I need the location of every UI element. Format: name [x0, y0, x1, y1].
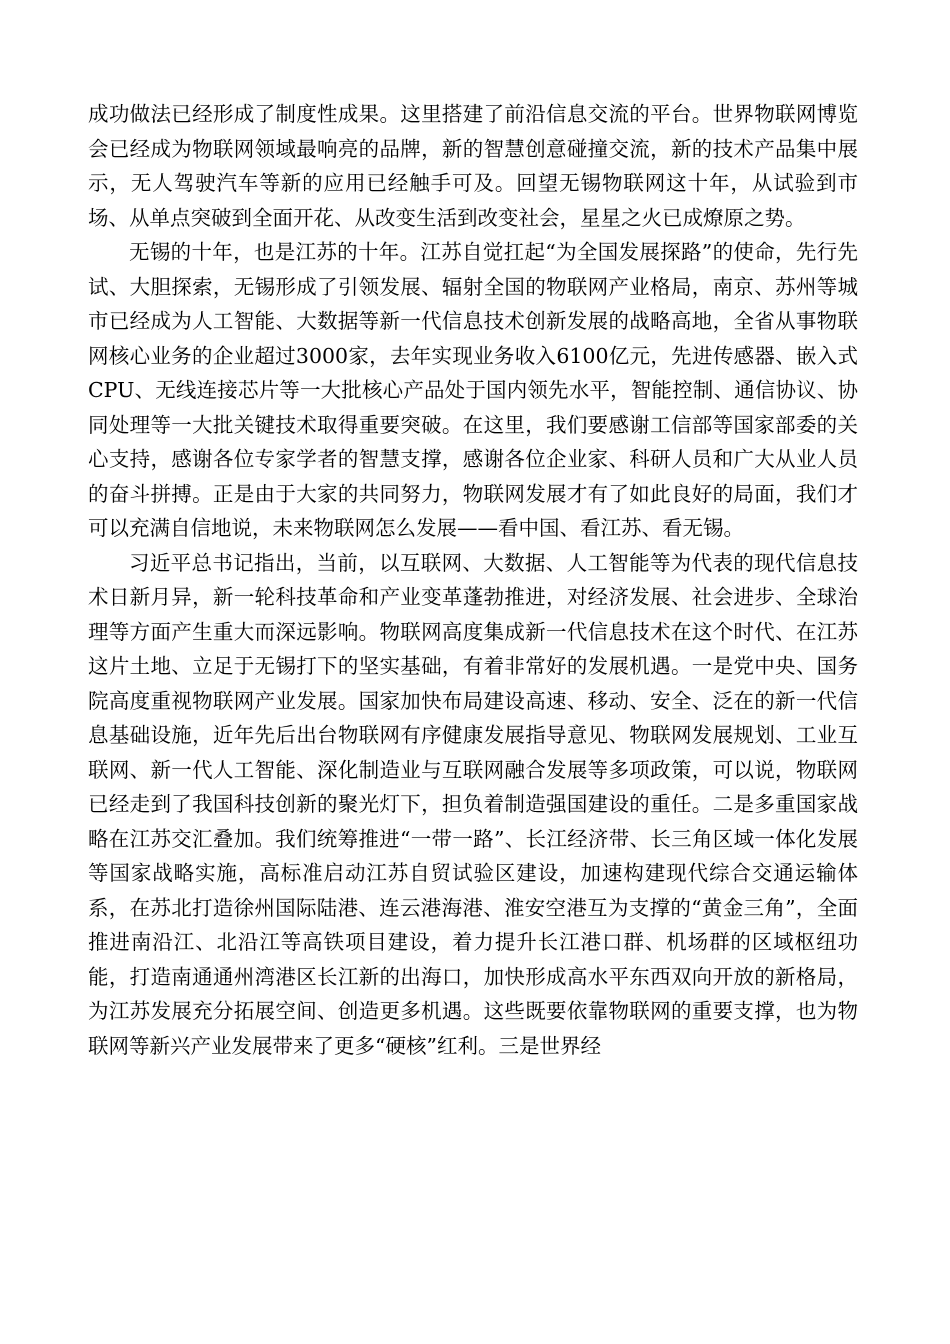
paragraph-wuxi-decade: 无锡的十年，也是江苏的十年。江苏自觉扛起“为全国发展探路”的使命，先行先试、大胆探索，无锡形成了引领发展、辐射全国的物联网产业格局，南京、苏州等城市已经成为人工智能、大数据等新一代信息技术创新发展的战略高地，全省从事物联网核心业务的企业超过3000家，去年实现业务收入6100亿元，先进传感器、嵌入式CPU、无线连接芯片等一大批核心产品处于国内领先水平，智能控制、通信协议、协同处理等一大批关键技术取得重要突破。在这里，我们要感谢工信部等国家部委的关心支持，感谢各位专家学者的智慧支撑，感谢各位企业家、科研人员和广大从业人员的奋斗拼搏。正是由于大家的共同努力，物联网发展才有了如此良好的局面，我们才可以充满自信地说，未来物联网怎么发展——看中国、看江苏、看无锡。 [88, 240, 858, 540]
paragraph-xi-remarks: 习近平总书记指出，当前，以互联网、大数据、人工智能等为代表的现代信息技术日新月异，新一轮科技革命和产业变革蓬勃推进，对经济发展、社会进步、全球治理等方面产生重大而深远影响。物联网高度集成新一代信息技术在这个时代、在江苏这片土地、立足于无锡打下的坚实基础，有着非常好的发展机遇。一是党中央、国务院高度重视物联网产业发展。国家加快布局建设高速、移动、安全、泛在的新一代信息基础设施，近年先后出台物联网有序健康发展指导意见、物联网发展规划、工业互联网、新一代人工智能、深化制造业与互联网融合发展等多项政策，可以说，物联网已经走到了我国科技创新的聚光灯下，担负着制造强国建设的重任。二是多重国家战略在江苏交汇叠加。我们统筹推进“一带一路”、长江经济带、长三角区域一体化发展等国家战略实施，高标准启动江苏自贸试验区建设，加速构建现代综合交通运输体系，在苏北打造徐州国际陆港、连云港海港、淮安空港互为支撑的“黄金三角”，全面推进南沿江、北沿江等高铁项目建设，着力提升长江港口群、机场群的区域枢纽功能，打造南通通州湾港区长江新的出海口，加快形成高水平东西双向开放的新格局，为江苏发展充分拓展空间、创造更多机遇。这些既要依靠物联网的重要支撑，也为物联网等新兴产业发展带来了更多“硬核”红利。三是世界经 [88, 550, 858, 1058]
document-page [88, 97, 858, 1063]
paragraph-continuation: 成功做法已经形成了制度性成果。这里搭建了前沿信息交流的平台。世界物联网博览会已经成为物联网领域最响亮的品牌，新的智慧创意碰撞交流，新的技术产品集中展示，无人驾驶汽车等新的应用已经触手可及。回望无锡物联网这十年，从试验到市场、从单点突破到全面开花、从改变生活到改变社会，星星之火已成燎原之势。 [88, 102, 858, 230]
